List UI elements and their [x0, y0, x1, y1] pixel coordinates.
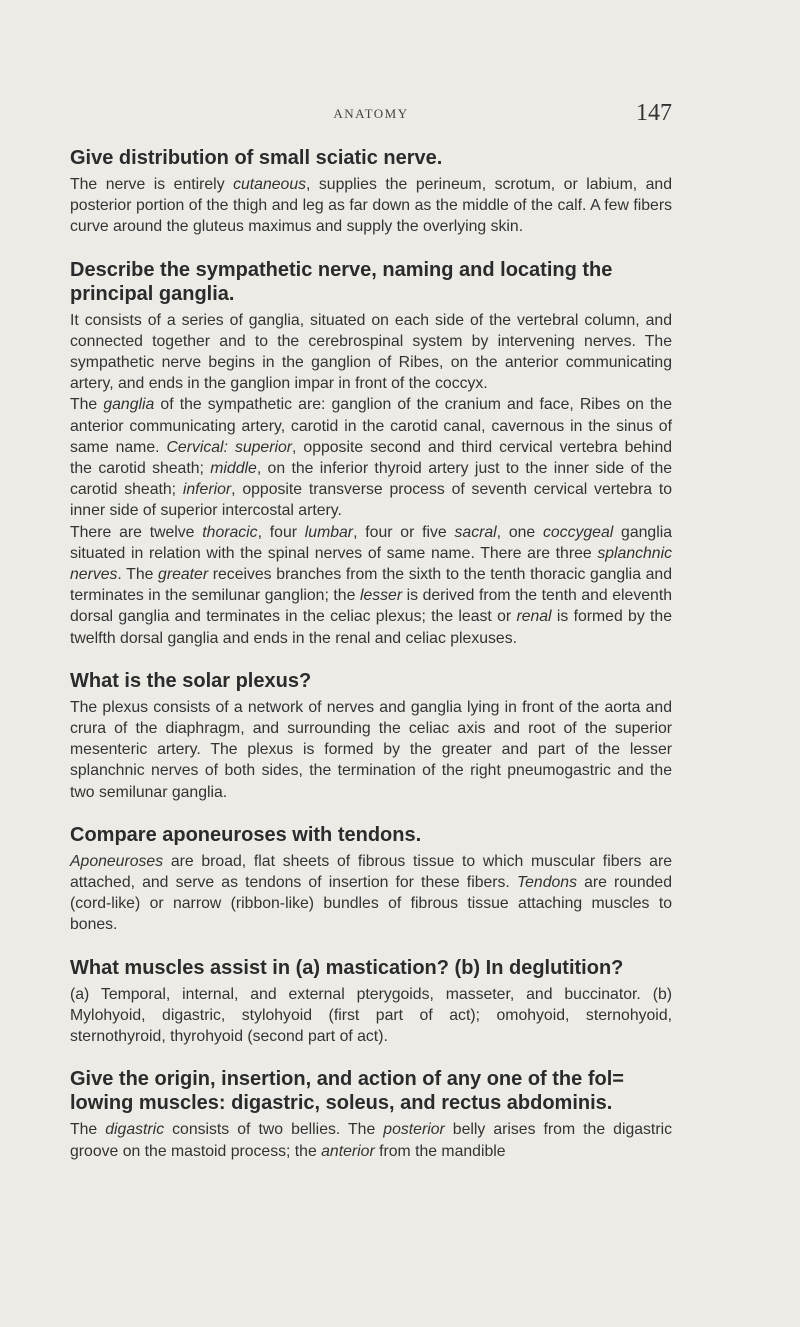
page-content	[70, 146, 672, 1182]
italic-term: greater	[158, 566, 209, 584]
question-heading: Compare aponeuroses with tendons.	[70, 823, 422, 846]
text-run: The nerve is entirely	[70, 176, 234, 193]
qa-section	[70, 956, 672, 1048]
italic-term: Cervical: superior	[166, 438, 293, 456]
italic-term: middle	[210, 460, 257, 478]
italic-term: Aponeuroses	[70, 852, 164, 870]
text-run: of the sympathetic are: ganglion of the cranium and face, Ribes on the anterior communicating artery, carotid in the carotid canal, cavernous in the sinus of same name.	[70, 396, 673, 456]
qa-section	[70, 146, 672, 238]
answer-paragraph	[70, 394, 672, 521]
question-heading: Give the origin, insertion, and action of any one of the fol= lowing muscles: digastric, soleus, and rectus abdominis.	[70, 1068, 624, 1115]
italic-term: coccygeal	[543, 523, 614, 541]
text-run: from the mandible	[374, 1142, 506, 1160]
italic-term: renal	[516, 608, 552, 626]
text-run: . The	[117, 566, 159, 584]
italic-term: lesser	[359, 587, 403, 605]
question-heading: Describe the sympathetic nerve, naming and locating the principal ganglia.	[70, 258, 613, 305]
answer-paragraph	[70, 522, 672, 649]
question-heading: What muscles assist in (a) mastication? (b) In deglutition?	[70, 956, 624, 979]
answer-paragraph	[70, 1119, 672, 1161]
running-title: ANATOMY	[333, 106, 409, 121]
italic-term: posterior	[383, 1121, 445, 1139]
answer-paragraph	[70, 174, 672, 238]
text-run: , supplies the perineum, scrotum, or labium, and posterior portion of the thigh and leg as far down as the middle of the calf. A few fibers curve around the gluteus maximus and supply the overlying skin.	[70, 176, 673, 236]
text-run: , opposite transverse process of seventh cervical vertebra to inner side of superior intercostal artery.	[70, 481, 672, 520]
text-run: are broad, flat sheets of fibrous tissue to which muscular fibers are attached, and serve as tendons of insertion for these fibers.	[70, 852, 672, 892]
text-run: ganglia situated in relation with the spinal nerves of same name. There are three	[70, 523, 672, 562]
question-heading: What is the solar plexus?	[70, 669, 312, 692]
italic-term: ganglia	[103, 396, 155, 414]
text-run: belly arises from the digastric groove on the mastoid process; the	[70, 1121, 672, 1160]
italic-term: digastric	[105, 1121, 165, 1139]
italic-term: anterior	[321, 1142, 375, 1160]
answer-paragraph	[70, 851, 672, 936]
text-run: (a) Temporal, internal, and external pterygoids, masseter, and buccinator. (b) Mylohyoid, digastric, stylohyoid (first part of act); omohyoid, sternohyoid, sternothyroid, thyrohyoid (second part of act).	[70, 985, 672, 1046]
italic-term: thoracic	[202, 523, 258, 541]
italic-term: cutaneous	[233, 176, 307, 193]
text-run: , four	[257, 523, 305, 541]
text-run: , on the inferior thyroid artery just to the inner side of the carotid sheath;	[70, 460, 673, 499]
text-run: , four or five	[353, 523, 455, 541]
text-run: The plexus consists of a network of nerves and ganglia lying in front of the aorta and crura of the diaphragm, and surrounding the celiac axis and root of the superior mesenteric artery. The plexus is formed by the greater and part of the lesser splanchnic nerves of both sides, the termination of the right pneumogastric and the two semilunar ganglia.	[70, 698, 672, 801]
answer-paragraph	[70, 697, 672, 803]
italic-term: splanchnic nerves	[70, 544, 672, 584]
text-run: consists of two bellies. The	[164, 1121, 384, 1139]
italic-term: sacral	[454, 523, 497, 541]
qa-section	[70, 1067, 672, 1161]
qa-section	[70, 258, 672, 649]
italic-term: lumbar	[304, 523, 354, 541]
qa-section	[70, 823, 672, 936]
running-head	[70, 100, 672, 140]
text-run: receives branches from the sixth to the tenth thoracic ganglia and terminates in the semilunar ganglion; the	[70, 566, 672, 605]
text-run: , opposite second and third cervical vertebra behind the carotid sheath;	[70, 438, 673, 478]
question-heading: Give distribution of small sciatic nerve.	[70, 147, 443, 169]
text-run: It consists of a series of ganglia, situated on each side of the vertebral column, and connected together and to the cerebrospinal system by intervening nerves. The sympathetic nerve begins in the ganglion of Ribes, on the anterior communicating artery, and ends in the ganglion impar in front of the coccyx.	[70, 311, 672, 393]
page-number: 147	[636, 100, 672, 126]
text-run: is formed by the twelfth dorsal ganglia and ends in the renal and celiac plexuses.	[70, 608, 672, 647]
italic-term: Tendons	[516, 874, 577, 892]
text-run: , one	[496, 523, 543, 541]
answer-paragraph	[70, 984, 672, 1048]
text-run: The	[70, 396, 104, 414]
text-run: are rounded (cord-like) or narrow (ribbon-like) bundles of fibrous tissue attaching muscles to bones.	[70, 874, 672, 934]
text-run: The	[70, 1121, 106, 1139]
text-run: There are twelve	[70, 523, 203, 541]
answer-paragraph	[70, 310, 672, 395]
text-run: is derived from the tenth and eleventh dorsal ganglia and terminates in the celiac plexus; the least or	[70, 587, 672, 626]
qa-section	[70, 669, 672, 803]
italic-term: inferior	[182, 481, 232, 499]
